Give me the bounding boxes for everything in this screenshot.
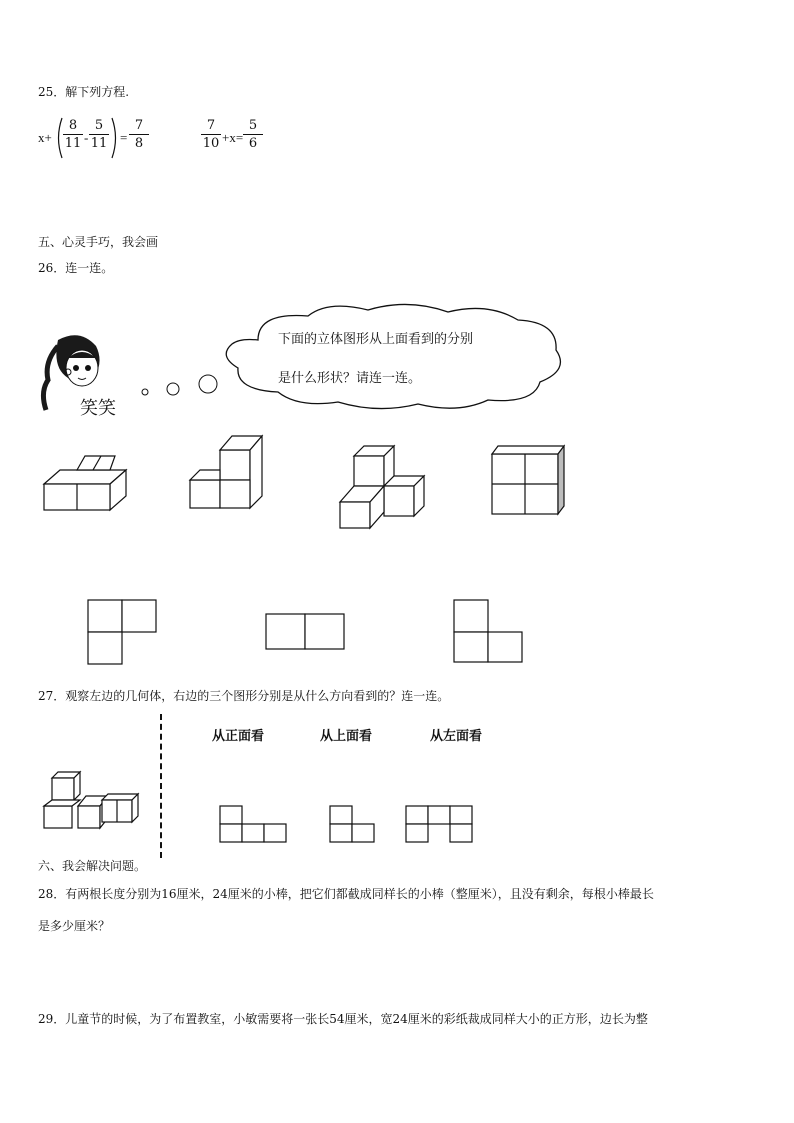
question-28-line-2: 是多少厘米？ [38, 919, 111, 933]
right-paren [110, 116, 120, 160]
view-figure-3 [404, 806, 476, 846]
eq1-equals: = [120, 130, 128, 145]
equation-2 [200, 116, 280, 160]
eq2-fraction-1: 7 10 [202, 118, 220, 151]
solid-shape-4 [492, 446, 568, 516]
section-5-heading: 五、心灵手巧，我会画 [38, 235, 159, 249]
label-front-view: 从正面看 [212, 729, 265, 744]
solid-shape-2 [190, 436, 266, 510]
bubble-text-line-2: 是什么形状？请连一连。 [278, 371, 422, 386]
question-28-line-1: 28．有两根长度分别为16厘米，24厘米的小棒，把它们都截成同样长的小棒（整厘米），且没有剩余，每根小棒最长 [38, 887, 654, 901]
top-view-2 [266, 614, 346, 652]
solid-shape-3 [340, 446, 430, 530]
label-left-view: 从左面看 [430, 729, 483, 744]
thought-dots [138, 374, 222, 398]
section-6-heading: 六、我会解决问题。 [38, 859, 147, 873]
view-figure-1 [218, 806, 290, 846]
question-29-line-1: 29．儿童节的时候，为了布置教室，小敏需要将一张长54厘米，宽24厘米的彩纸裁成同样大小的正方形，边长为整 [38, 1012, 648, 1026]
eq2-fraction-2: 5 6 [242, 118, 264, 151]
eq1-minus: - [84, 130, 89, 145]
eq1-fraction-2: 5 11 [90, 118, 108, 151]
girl-name: 笑笑 [80, 398, 116, 419]
eq2-middle: +x= [222, 130, 244, 145]
view-figure-2 [328, 806, 378, 846]
label-top-view: 从上面看 [320, 729, 373, 744]
bubble-text-line-1: 下面的立体图形从上面看到的分别 [278, 332, 474, 347]
eq1-fraction-1: 8 11 [64, 118, 82, 151]
q27-solid [44, 772, 144, 832]
top-view-3 [454, 600, 524, 666]
question-27-title: 27．观察左边的几何体，右边的三个图形分别是从什么方向看到的？连一连。 [38, 689, 450, 703]
question-26-title: 26．连一连。 [38, 261, 114, 275]
equation-1 [38, 116, 188, 160]
dashed-divider [160, 714, 162, 858]
solid-shape-1 [44, 456, 124, 512]
speech-cloud [218, 300, 570, 412]
question-25-title: 25．解下列方程. [38, 85, 130, 99]
top-view-1 [88, 600, 158, 666]
eq1-prefix: x+ [38, 130, 52, 145]
eq1-fraction-3: 7 8 [128, 118, 150, 151]
